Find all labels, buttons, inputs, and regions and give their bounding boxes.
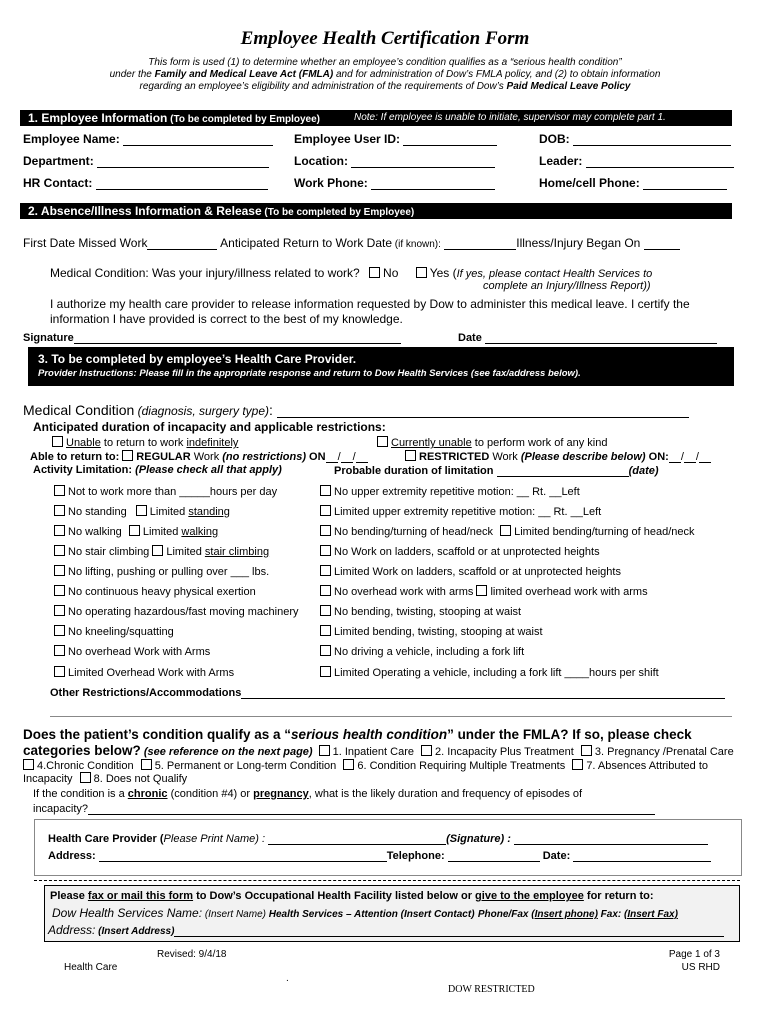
cat-1-checkbox[interactable] <box>319 745 330 756</box>
right-checkbox-0[interactable] <box>320 485 331 496</box>
authorization-text: I authorize my health care provider to release information requested by Dow to administer this medical leave. I certify the information I have provided is correct to the best of my knowledge. <box>50 297 690 326</box>
right-checkbox-1[interactable] <box>320 505 331 516</box>
leader-label: Leader: <box>539 154 734 168</box>
right-item-7: Limited bending, twisting, stooping at waist <box>320 625 543 638</box>
fmla-categories-row-1: categories below? (see reference on the next page) 1. Inpatient Care 2. Incapacity Plus Treatment 3. Pregnancy /Prenatal Care <box>23 743 734 758</box>
return-date-field[interactable] <box>444 237 516 250</box>
left-item-7: No kneeling/squatting <box>54 625 174 638</box>
revised-date: Revised: 9/4/18 <box>157 949 227 960</box>
section-3-header <box>28 347 734 386</box>
first-date-row: First Date Missed Work Anticipated Return to Work Date (if known): Illness/Injury Began On <box>23 236 680 250</box>
currently-unable-checkbox[interactable] <box>377 436 388 447</box>
cat-7-checkbox[interactable] <box>572 759 583 770</box>
right-item-5: No overhead work with arms limited overhead work with arms <box>320 585 648 598</box>
right-item-8: No driving a vehicle, including a fork lift <box>320 645 524 658</box>
form-title: Employee Health Certification Form <box>240 28 530 49</box>
left-checkbox-4[interactable] <box>54 565 65 576</box>
hr-contact-field[interactable] <box>96 177 268 190</box>
provider-name-field[interactable] <box>268 832 446 845</box>
left-checkbox-5[interactable] <box>54 585 65 596</box>
other-restrictions-field[interactable] <box>241 686 725 699</box>
provider-address-label: Address: Telephone: Date: <box>48 849 711 862</box>
left-item-8: No overhead Work with Arms <box>54 645 210 658</box>
chronic-question-2: incapacity? <box>33 802 655 815</box>
cut-line <box>34 880 740 881</box>
left-item-6: No operating hazardous/fast moving machinery <box>54 605 299 618</box>
cat-2-checkbox[interactable] <box>421 745 432 756</box>
user-id-field[interactable] <box>403 133 497 146</box>
left-checkbox-8[interactable] <box>54 645 65 656</box>
first-date-field[interactable] <box>147 237 217 250</box>
date-label: Date <box>458 331 717 344</box>
right-checkbox-9[interactable] <box>320 666 331 677</box>
probable-duration-label: Probable duration of limitation (date) <box>334 465 659 477</box>
page-number: Page 1 of 3 <box>668 949 720 960</box>
intro-line-2: under the Family and Medical Leave Act (FMLA) and for administration of Dow’s FMLA policy, and (2) to obtain information <box>109 69 661 80</box>
right-checkbox-7[interactable] <box>320 625 331 636</box>
right-checkbox-4[interactable] <box>320 565 331 576</box>
work-related-yes-checkbox[interactable] <box>416 267 427 278</box>
right-item-9: Limited Operating a vehicle, including a fork lift ____hours per shift <box>320 666 659 679</box>
work-related-row: Medical Condition: Was your injury/illness related to work? No Yes (If yes, please contact Health Services to <box>50 266 653 280</box>
leader-field[interactable] <box>586 155 734 168</box>
fmla-categories-row-2: 4.Chronic Condition 5. Permanent or Long-term Condition 6. Condition Requiring Multiple Treatments 7. Absences Attributed to <box>23 759 708 772</box>
work-phone-field[interactable] <box>371 177 495 190</box>
right-item-4: Limited Work on ladders, scaffold or at unprotected heights <box>320 565 621 578</box>
fmla-question: Does the patient’s condition qualify as a “serious health condition” under the FMLA? If so, please check <box>23 727 692 742</box>
left-item-0: Not to work more than _____hours per day <box>54 485 277 498</box>
injury-report-note: complete an Injury/Illness Report)) <box>483 280 651 292</box>
right-item-0: No upper extremity repetitive motion: __ Rt. __Left <box>320 485 580 498</box>
right-item-2: No bending/turning of head/neck Limited bending/turning of head/neck <box>320 525 694 538</box>
regular-work-checkbox[interactable] <box>122 450 133 461</box>
cat-3-checkbox[interactable] <box>581 745 592 756</box>
provider-name-label: Health Care Provider (Please Print Name) : (Signature) : <box>48 832 708 845</box>
home-phone-field[interactable] <box>643 177 727 190</box>
date-field[interactable] <box>485 331 717 344</box>
provider-instructions: Provider Instructions: Please fill in the appropriate response and return to Dow Health Services (see fax/address below). <box>38 368 581 379</box>
dow-restricted-label: DOW RESTRICTED <box>448 984 535 995</box>
activity-limitation-label: Activity Limitation: (Please check all that apply) <box>33 464 282 476</box>
right-checkbox-5[interactable] <box>320 585 331 596</box>
home-phone-label: Home/cell Phone: <box>539 176 727 190</box>
probable-duration-field[interactable] <box>497 464 629 477</box>
footer-us-rhd: US RHD <box>681 962 720 973</box>
provider-signature-field[interactable] <box>514 832 708 845</box>
intro-line-1: This form is used (1) to determine whether an employee’s condition qualifies as a “serious health condition” <box>148 57 622 68</box>
left-checkbox-3[interactable] <box>54 545 65 556</box>
section-2-header: 2. Absence/Illness Information & Release (To be completed by Employee) <box>20 203 732 219</box>
right-item-6: No bending, twisting, stooping at waist <box>320 605 521 618</box>
currently-unable-row: Currently unable to perform work of any kind <box>377 436 607 449</box>
other-restrictions-label: Other Restrictions/Accommodations <box>50 686 725 699</box>
right-checkbox-2[interactable] <box>320 525 331 536</box>
return-instructions: Please fax or mail this form to Dow’s Occupational Health Facility listed below or give to the employee for return to: <box>50 890 654 902</box>
provider-telephone-field[interactable] <box>448 849 540 862</box>
section-1-note: Note: If employee is unable to initiate, supervisor may complete part 1. <box>354 112 666 123</box>
cat-8-checkbox[interactable] <box>80 772 91 783</box>
dob-label: DOB: <box>539 132 731 146</box>
employee-name-field[interactable] <box>123 133 273 146</box>
anticipated-duration-heading: Anticipated duration of incapacity and applicable restrictions: <box>33 420 386 434</box>
cat-5-checkbox[interactable] <box>141 759 152 770</box>
right-checkbox-8[interactable] <box>320 645 331 656</box>
left-checkbox-6[interactable] <box>54 605 65 616</box>
footer-health-care: Health Care <box>64 962 118 973</box>
department-label: Department: <box>23 154 269 168</box>
left-item-2: No walking Limited walking <box>54 525 218 538</box>
restricted-row: RESTRICTED Work (Please describe below) ON: / / <box>405 450 711 463</box>
cat-6-checkbox[interactable] <box>343 759 354 770</box>
section-1-header: 1. Employee Information (To be completed by Employee) Note: If employee is unable to initiate, supervisor may complete part 1. <box>20 110 732 126</box>
footer-dot: . <box>286 973 289 984</box>
signature-field[interactable] <box>74 331 401 344</box>
provider-date-field[interactable] <box>573 849 711 862</box>
right-item-1: Limited upper extremity repetitive motion: __ Rt. __Left <box>320 505 601 518</box>
dhs-address-row: Address: (Insert Address) <box>48 923 724 937</box>
left-item-5: No continuous heavy physical exertion <box>54 585 256 598</box>
provider-address-field[interactable] <box>99 849 387 862</box>
dhs-name-row: Dow Health Services Name: (Insert Name) Health Services – Attention (Insert Contact) Phone/Fax (Insert phone) Fax: (Insert Fax) <box>52 906 678 920</box>
medical-condition-field[interactable] <box>277 405 689 418</box>
fmla-categories-row-3: Incapacity 8. Does not Qualify <box>23 773 188 785</box>
limited-stair-checkbox[interactable] <box>152 545 163 556</box>
intro-line-3: regarding an employee’s eligibility and administration of the requirements of Dow’s Paid Medical Leave Policy <box>139 81 631 92</box>
left-checkbox-7[interactable] <box>54 625 65 636</box>
unable-indefinitely-checkbox[interactable] <box>52 436 63 447</box>
other-restrictions-line-2[interactable] <box>50 716 732 717</box>
left-item-1: No standing Limited standing <box>54 505 230 518</box>
cat-4-checkbox[interactable] <box>23 759 34 770</box>
limited-standing-checkbox[interactable] <box>136 505 147 516</box>
medical-condition-row: Medical Condition (diagnosis, surgery type): <box>23 402 689 418</box>
right-checkbox-6[interactable] <box>320 605 331 616</box>
left-checkbox-2[interactable] <box>54 525 65 536</box>
able-return-row: Able to return to: REGULAR Work (no restrictions) ON / / <box>30 450 368 463</box>
department-field[interactable] <box>97 155 269 168</box>
location-label: Location: <box>294 154 495 168</box>
left-item-3: No stair climbing Limited stair climbing <box>54 545 269 558</box>
work-related-no-checkbox[interactable] <box>369 267 380 278</box>
right-checkbox-3[interactable] <box>320 545 331 556</box>
left-checkbox-1[interactable] <box>54 505 65 516</box>
employee-name-label: Employee Name: <box>23 132 273 146</box>
left-item-9: Limited Overhead Work with Arms <box>54 666 234 679</box>
left-item-4: No lifting, pushing or pulling over ___ lbs. <box>54 565 269 578</box>
work-phone-label: Work Phone: <box>294 176 495 190</box>
limited-overhead-arms-checkbox[interactable] <box>476 585 487 596</box>
hr-contact-label: HR Contact: <box>23 176 268 190</box>
dhs-address-field[interactable] <box>174 924 724 937</box>
right-item-3: No Work on ladders, scaffold or at unprotected heights <box>320 545 600 558</box>
signature-label: Signature <box>23 331 401 344</box>
illness-began-field[interactable] <box>644 237 680 250</box>
left-checkbox-9[interactable] <box>54 666 65 677</box>
left-checkbox-0[interactable] <box>54 485 65 496</box>
limited-bending-head-checkbox[interactable] <box>500 525 511 536</box>
provider-box <box>34 819 742 876</box>
limited-walking-checkbox[interactable] <box>129 525 140 536</box>
restricted-work-checkbox[interactable] <box>405 450 416 461</box>
chronic-question: If the condition is a chronic (condition #4) or pregnancy, what is the likely duration and frequency of episodes of <box>33 788 583 800</box>
unable-row: Unable to return to work indefinitely <box>52 436 238 449</box>
location-field[interactable] <box>351 155 495 168</box>
intro-text <box>60 57 710 93</box>
section-3-title: 3. To be completed by employee’s Health Care Provider. <box>38 352 357 366</box>
user-id-label: Employee User ID: <box>294 132 497 146</box>
dob-field[interactable] <box>573 133 731 146</box>
chronic-field[interactable] <box>88 802 655 815</box>
